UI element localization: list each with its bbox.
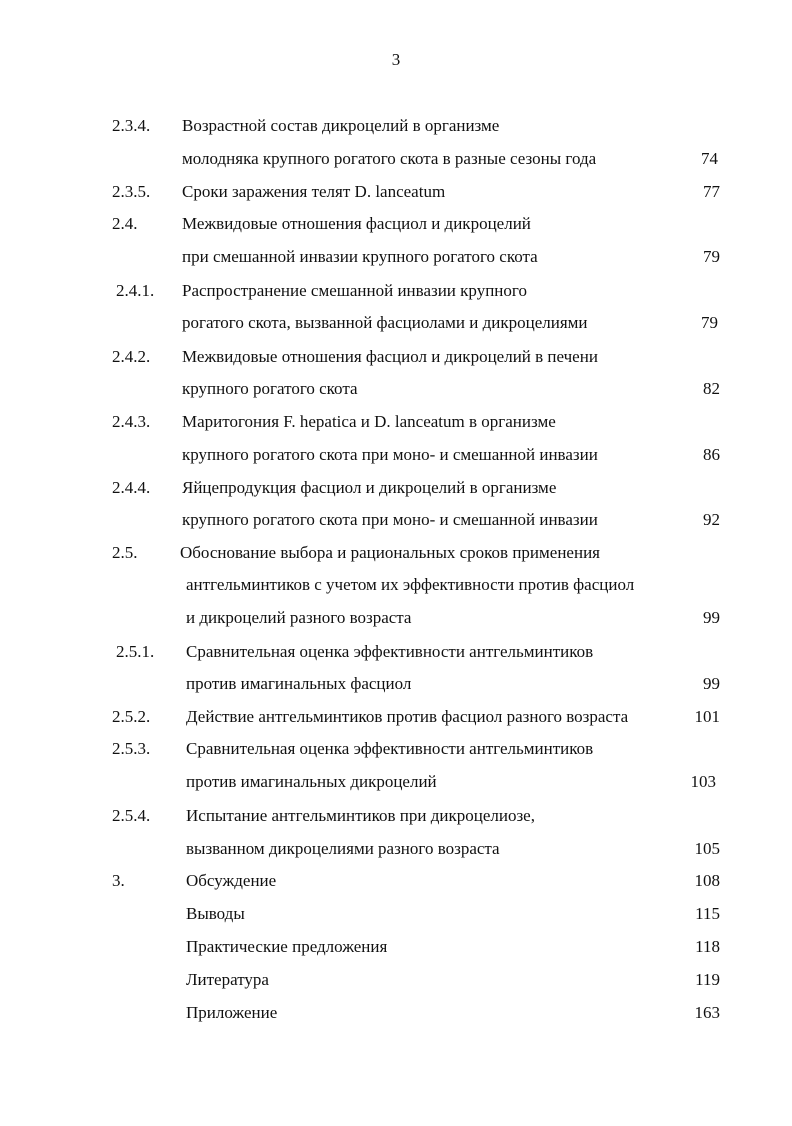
entry-page: 79 — [703, 247, 720, 266]
entry-number: 2.4.1. — [116, 281, 155, 300]
entry-title-line: Практические предложения — [186, 937, 388, 956]
entry-page: 101 — [694, 707, 720, 726]
entry-page: 92 — [703, 510, 720, 529]
entry-number: 2.5.4. — [112, 806, 151, 825]
entry-title-line: и дикроцелий разного возраста — [186, 608, 412, 627]
entry-number: 2.3.5. — [112, 182, 151, 201]
entry-page: 99 — [703, 674, 720, 693]
entry-number: 2.3.4. — [112, 116, 151, 135]
toc-entry-2-5-4 — [0, 804, 792, 828]
toc-entry-2-4-2-cont — [0, 377, 792, 401]
entry-number: 2.4. — [112, 214, 138, 233]
toc-entry-2-3-4 — [0, 114, 792, 138]
entry-title-line: Сравнительная оценка эффективности антгельминтиков — [186, 642, 594, 661]
entry-title-line: Обоснование выбора и рациональных сроков применения — [180, 543, 600, 562]
toc-entry-2-5-cont-1 — [0, 573, 792, 597]
entry-title-line: Действие антгельминтиков против фасциол разного возраста — [186, 707, 629, 726]
entry-title-line: молодняка крупного рогатого скота в разные сезоны года — [182, 149, 597, 168]
entry-title-line: против имагинальных дикроцелий — [186, 772, 437, 791]
entry-number: 2.5. — [112, 543, 138, 562]
toc-entry-2-4-2 — [0, 345, 792, 369]
toc-entry-2-5 — [0, 541, 792, 565]
entry-title-line: Маритогония F. hepatica и D. lanceatum в организме — [182, 412, 556, 431]
entry-title-line: Распространение смешанной инвазии крупного — [182, 281, 527, 300]
entry-title-line: Яйцепродукция фасциол и дикроцелий в организме — [182, 478, 557, 497]
entry-title-line: крупного рогатого скота при моно- и смешанной инвазии — [182, 510, 598, 529]
toc-entry-2-5-cont-2 — [0, 606, 792, 630]
entry-title-line: антгельминтиков с учетом их эффективности против фасциол — [186, 575, 635, 594]
toc-entry-2-5-3 — [0, 737, 792, 761]
toc-entry-2-5-2 — [0, 705, 792, 729]
entry-number: 2.5.1. — [116, 642, 155, 661]
toc-entry-2-5-1-cont — [0, 672, 792, 696]
toc-entry-conclusions — [0, 902, 792, 926]
entry-number: 2.4.2. — [112, 347, 151, 366]
entry-page: 99 — [703, 608, 720, 627]
toc-entry-2-4-cont — [0, 245, 792, 269]
toc-entry-2-5-3-cont — [0, 770, 792, 794]
toc-entry-2-5-4-cont — [0, 837, 792, 861]
entry-number: 2.4.4. — [112, 478, 151, 497]
toc-entry-2-3-4-cont — [0, 147, 792, 171]
toc-entry-2-4-1 — [0, 279, 792, 303]
entry-title-line: против имагинальных фасциол — [186, 674, 412, 693]
entry-title-line: крупного рогатого скота при моно- и смешанной инвазии — [182, 445, 598, 464]
toc-entry-appendix — [0, 1001, 792, 1025]
toc-entry-2-3-5 — [0, 180, 792, 204]
entry-title-line: Выводы — [186, 904, 245, 923]
entry-title-line: крупного рогатого скота — [182, 379, 358, 398]
entry-page: 163 — [694, 1003, 720, 1022]
toc-entry-practical-proposals — [0, 935, 792, 959]
entry-page: 119 — [695, 970, 720, 989]
toc-entry-2-4-3 — [0, 410, 792, 434]
entry-page: 108 — [694, 871, 720, 890]
entry-page: 79 — [701, 313, 718, 332]
entry-title-line: при смешанной инвазии крупного рогатого скота — [182, 247, 538, 266]
entry-title-line: рогатого скота, вызванной фасциолами и дикроцелиями — [182, 313, 588, 332]
entry-number: 2.5.3. — [112, 739, 151, 758]
entry-page: 118 — [695, 937, 720, 956]
toc-entry-3 — [0, 869, 792, 893]
entry-title-line: Сроки заражения телят D. lanceatum — [182, 182, 446, 201]
entry-number: 2.5.2. — [112, 707, 151, 726]
toc-entry-2-4-1-cont — [0, 311, 792, 335]
toc-entry-2-5-1 — [0, 640, 792, 664]
entry-page: 115 — [695, 904, 720, 923]
toc-entry-literature — [0, 968, 792, 992]
entry-page: 74 — [701, 149, 718, 168]
entry-title-line: Обсуждение — [186, 871, 277, 890]
entry-number: 2.4.3. — [112, 412, 151, 431]
entry-page: 103 — [690, 772, 716, 791]
entry-title-line: Испытание антгельминтиков при дикроцелиозе, — [186, 806, 535, 825]
toc-entry-2-4-3-cont — [0, 443, 792, 467]
entry-title-line: Межвидовые отношения фасциол и дикроцелий — [182, 214, 531, 233]
entry-page: 86 — [703, 445, 720, 464]
entry-title-line: Межвидовые отношения фасциол и дикроцелий в печени — [182, 347, 598, 366]
entry-page: 105 — [694, 839, 720, 858]
entry-title-line: Сравнительная оценка эффективности антгельминтиков — [186, 739, 594, 758]
entry-title-line: Возрастной состав дикроцелий в организме — [182, 116, 500, 135]
entry-title-line: Приложение — [186, 1003, 278, 1022]
entry-title-line: Литература — [186, 970, 269, 989]
toc-entry-2-4-4 — [0, 476, 792, 500]
entry-page: 77 — [703, 182, 720, 201]
page-number: 3 — [391, 50, 401, 69]
toc-entry-2-4 — [0, 212, 792, 236]
entry-page: 82 — [703, 379, 720, 398]
entry-title-line: вызванном дикроцелиями разного возраста — [186, 839, 500, 858]
toc-entry-2-4-4-cont — [0, 508, 792, 532]
entry-number: 3. — [112, 871, 125, 890]
